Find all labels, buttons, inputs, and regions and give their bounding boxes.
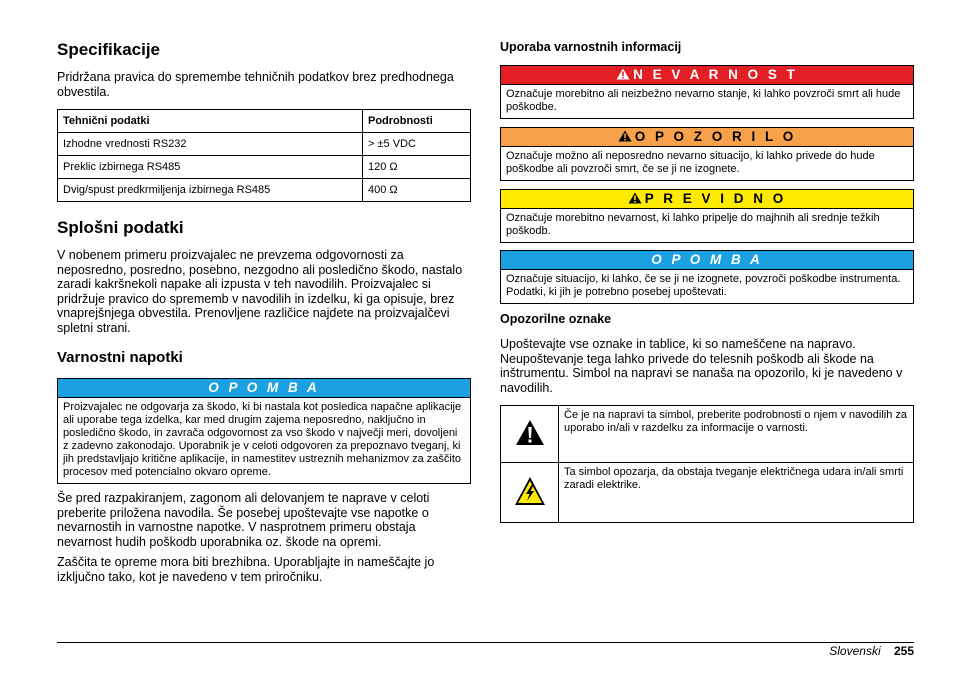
warning-triangle-icon [616,68,630,80]
page-footer [829,644,914,658]
warning-label: O P O Z O R I L O [634,129,797,144]
electric-shock-icon [514,476,546,506]
footer-language: Slovenski [829,644,881,658]
specs-table [57,109,471,202]
warning-text: Označuje možno ali neposredno nevarno situacijo, ki lahko privede do hude poškodbe ali povzroči smrt, če se ji ne izognete. [506,150,875,175]
safety-paragraph-2: Zaščita te opreme mora biti brezhibna. Uporabljajte in nameščajte jo izključno tako, kot je navedeno v tem priročniku. [57,555,435,584]
symbols-table [500,405,914,523]
notice-text: Označuje situacijo, ki lahko, če se ji ne izognete, povzroči poškodbe instrumenta. Podatki, ki jih je potrebno posebej upoštevati. [506,273,901,298]
caution-text: Označuje morebitno nevarnost, ki lahko pripelje do majhnih ali srednje težkih poškodb. [506,212,880,237]
note-header: O P O M B A [58,379,470,398]
warning-box [500,127,914,181]
warning-triangle-icon [628,192,642,204]
general-title: Splošni podatki [57,218,184,237]
table-cell: 400 Ω [363,179,471,202]
caution-box [500,189,914,243]
warning-triangle-icon [618,130,632,142]
right-column [500,40,914,523]
table-header-row [58,110,471,133]
general-warning-icon [515,419,545,446]
table-row [58,133,471,156]
symbol-cell [501,406,559,463]
danger-header [501,66,913,85]
general-paragraph: V nobenem primeru proizvajalec ne prevzema odgovornosti za neposredno, posredno, posebno, nezgodno ali posledično škodo, nastalo zaradi kakršnekoli napake ali izpusta v teh navodilih. Proizvajalec si pridržuje pravico do sprememb v navodilih in izdelku, ki ga opisuje, brez vnaprejšnjega obvestila. Prenovljene različice najdete na proizvajalčevi spletni strani. [57,248,463,335]
symbol-cell [501,463,559,523]
labels-paragraph: Upoštevajte vse oznake in tablice, ki so nameščene na napravo. Neupoštevanje tega lahko privede do telesnih poškodb ali škode na inštrumentu. Simbol na napravi se nanaša na opozorilo, ki je navedeno v navodilih. [500,337,903,395]
labels-title: Opozorilne oznake [500,312,612,326]
notice-header: O P O M B A [501,251,913,270]
table-cell: Izhodne vrednosti RS232 [58,133,363,156]
table-cell: 120 Ω [363,156,471,179]
table-header-cell: Podrobnosti [363,110,471,133]
symbol-description: Če je na napravi ta simbol, preberite podrobnosti o njem v navodilih za uporabo in/ali v razdelku za informacije o varnosti. [559,406,914,463]
warning-header [501,128,913,147]
note-text: Proizvajalec ne odgovarja za škodo, ki bi nastala kot posledica napačne aplikacije ali uporabe tega izdelka, kar med drugim zajema neposredno, naključno in posledično škodo, in zavrača odgovornost za vso škodo v največji meri, dovoljeni z zadevno zakonodajo. Uporabnik je v celoti odgovoren za prepoznavo tveganj, ki jih predstavljajo kritične aplikacije, in namestitev ustreznih mehanizmov za zaščito procesov med potencialno okvaro opreme. [63,401,462,478]
footer-divider [57,642,914,643]
hazard-title: Uporaba varnostnih informacij [500,40,682,54]
specs-title: Specifikacije [57,40,161,59]
safety-paragraph-1: Še pred razpakiranjem, zagonom ali delovanjem te naprave v celoti preberite priložena navodila. Še posebej upoštevajte vse napotke o nevarnostih in varnostne napotke. V nasprotnem primeru obstaja nevarnost hudih poškodb uporabnika oz. škode na opremi. [57,491,430,549]
page-number: 255 [893,644,914,658]
danger-box [500,65,914,119]
table-cell: Preklic izbirnega RS485 [58,156,363,179]
caution-label: P R E V I D N O [644,191,787,206]
safety-note-box [57,378,471,484]
caution-header [501,190,913,209]
danger-label: N E V A R N O S T [633,67,798,82]
specs-intro: Pridržana pravica do spremembe tehničnih podatkov brez predhodnega obvestila. [57,70,454,99]
table-cell: Dvig/spust predkrmiljenja izbirnega RS485 [58,179,363,202]
notice-box [500,250,914,304]
table-row [501,406,914,463]
danger-text: Označuje morebitno ali neizbežno nevarno stanje, ki lahko povzroči smrt ali hude poškodbe. [506,88,901,113]
symbol-description: Ta simbol opozarja, da obstaja tveganje električnega udara in/ali smrti zaradi elektrike. [559,463,914,523]
left-column [57,40,471,584]
table-row [501,463,914,523]
table-cell: > ±5 VDC [363,133,471,156]
table-row [58,179,471,202]
table-row [58,156,471,179]
table-header-cell: Tehnični podatki [58,110,363,133]
safety-title: Varnostni napotki [57,349,183,366]
